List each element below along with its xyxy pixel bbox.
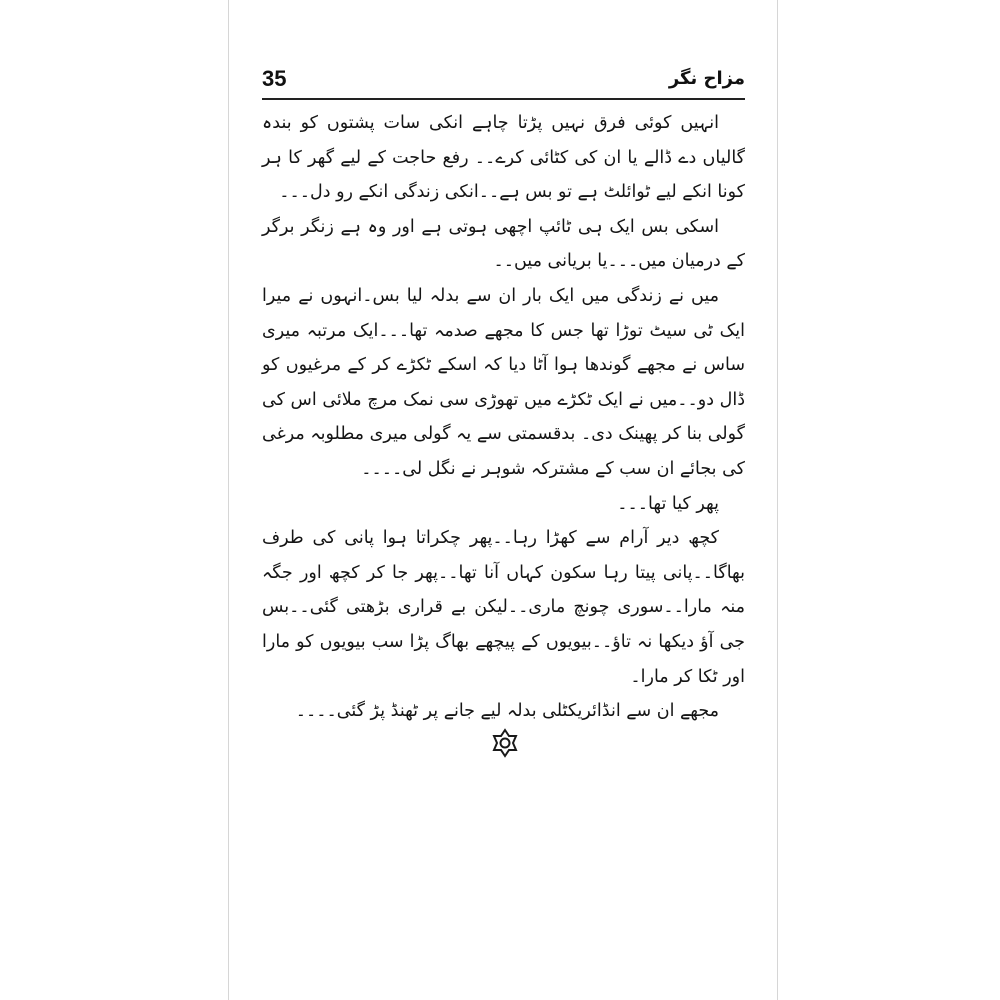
paragraph-3: میں نے زندگی میں ایک بار ان سے بدلہ لیا بس۔انہوں نے میرا ایک ٹی سیٹ توڑا تھا جس کا مجھے صدمہ تھا۔۔۔ایک مرتبہ میری ساس نے مجھے گوندھا ہوا آٹا دیا کہ اسکے ٹکڑے کر کے مرغیوں کو ڈال دو۔۔میں نے ایک ٹکڑے میں تھوڑی سی نمک مرچ ملائی اس کی گولی بنا کر پھینک دی۔ بدقسمتی سے یہ گولی میری مطلوبہ مرغی کی بجائے ان سب کے مشترکہ شوہر نے نگل لی۔۔۔۔	[262, 285, 745, 479]
paragraph-5: کچھ دیر آرام سے کھڑا رہا۔۔پھر چکراتا ہوا پانی کی طرف بھاگا۔۔پانی پیتا رہا سکون کہاں آنا تھا۔۔پھر جا کر کچھ اور جگہ منہ مارا۔۔سوری چونچ ماری۔۔لیکن بے قراری بڑھتی گئی۔۔بس جی آؤ دیکھا نہ تاؤ۔۔بیویوں کے پیچھے بھاگ پڑا سب بیویوں کو مارا اور ٹکا کر مارا۔	[262, 528, 745, 687]
header-rule	[262, 98, 745, 100]
star-ornament-icon	[490, 728, 520, 758]
page-number: 35	[262, 66, 287, 91]
paragraph-1: انہیں کوئی فرق نہیں پڑتا چاہے انکی سات پشتوں کو بندہ گالیاں دے ڈالے یا ان کی کٹائی کرے۔۔ رفع حاجت کے لیے گھر کا ہر کونا انکے لیے ٹوائلٹ ہے تو بس ہے۔۔انکی زندگی انکے رو دل۔۔۔	[262, 113, 745, 203]
page-header	[262, 64, 745, 100]
paragraph-4: پھر کیا تھا۔۔۔	[617, 493, 719, 514]
paragraph-2: اسکی بس ایک ہی ٹائپ اچھی ہوتی ہے اور وہ ہے زنگر برگر کے درمیان میں۔۔۔یا بریانی میں۔۔	[262, 216, 745, 272]
paragraph-6: مجھے ان سے انڈائریکٹلی بدلہ لیے جانے پر ٹھنڈ پڑ گئی۔۔۔۔	[295, 701, 719, 722]
body-text	[262, 106, 745, 729]
running-title: مزاح نگر	[668, 68, 745, 89]
